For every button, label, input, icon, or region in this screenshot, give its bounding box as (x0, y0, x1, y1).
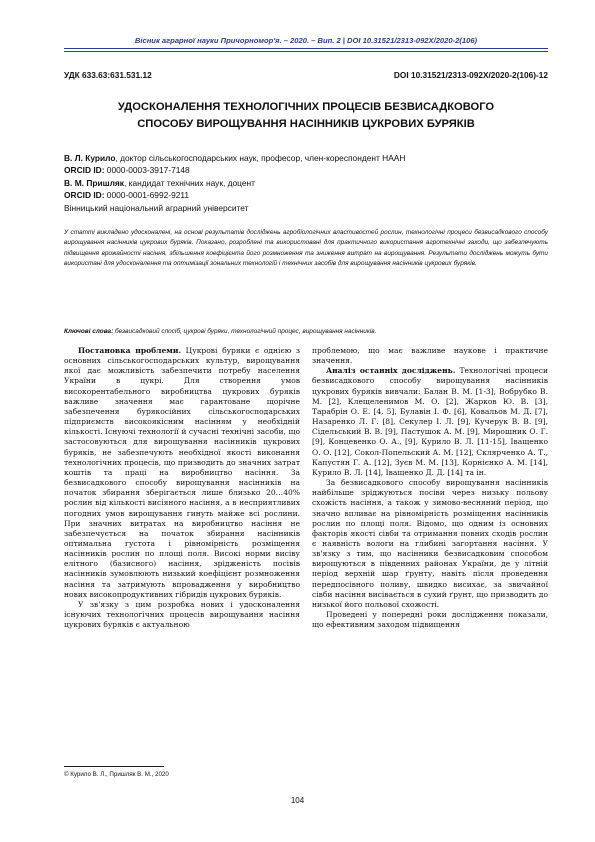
paragraph-problem-text: Цукрові буряки є однією з основних сільськогосподарських культур, вирощування якої дає можливість забезпечити потребу населення України в цукрі. Для створення умов високорентабельного виробництва цукрових буряків важливе значення має гарантоване щорічне забезпечення бурякосійних сільськогосподарських підприємств високоякісним насінням у необхідній кількості. Існуючі технології й сучасні технічні засоби, що застосовуються для вирощування насінників цукрових буряків, не забезпечують необхідної якості виконання технологічних процесів, що призводить до значних затрат коштів та праці на виробництво насіння. За безвисадкового способу вирощування насінників на початок збирання зберігається лише близько 20…40% рослин від кількості висіяного насіння, а в несприятливих погодних умов вирощування гинуть майже всі рослини. При значних витратах на виробництво насіння не забезпечується на початок збирання насінників оптимальна густота і рівномірність розміщення насінників рослин по площі поля. Високі норми висіву елітного (базисного) насіння, зрідженість посівів насінників зумовлюють низький коефіцієнт розмноження насіння та затримують впровадження у виробництво нових високопродуктивних гібридів цукрових буряків. (64, 346, 300, 599)
body-column-left (64, 346, 300, 630)
author-1-name: В. Л. Курило (64, 153, 116, 163)
author-2-orcid (64, 189, 548, 201)
identifier-row (64, 70, 548, 80)
paragraph-problem (64, 346, 300, 600)
copyright-footnote: © Курило В. Л., Пришляк В. М., 2020 (64, 771, 169, 778)
author-1-desc: , доктор сільськогосподарських наук, професор, член-кореспондент НААН (115, 153, 406, 163)
orcid-label-1: ORCID ID: (64, 165, 105, 176)
author-2-desc: , кандидат технічних наук, доцент (124, 177, 256, 188)
affiliation: Вінницький національний аграрний університет (64, 202, 249, 213)
page-number: 104 (290, 796, 305, 805)
running-head: Вісник аграрної науки Причорномор'я. – 2020. – Вип. 2 | DOI 10.31521/2313-092X/2020-2(106) (134, 36, 478, 45)
header-rule (64, 48, 548, 49)
keywords (64, 327, 548, 337)
udc-code: УДК 633.63:631.531.12 (64, 70, 152, 80)
author-2-name: В. М. Пришляк (64, 177, 124, 188)
paragraph-relevance: У зв'язку з цим розробка нових і удосконалення існуючих технологічних процесів вирощування насіння цукрових буряків є актуальною (64, 599, 300, 630)
section-lead-analysis: Аналіз останніх досліджень. (326, 366, 456, 376)
keywords-text: безвисадковий спосіб, цукрові буряки, технологічний процес, вирощування насінників. (113, 328, 377, 335)
orcid-value-1: 0000-0003-3917-7148 (104, 165, 190, 176)
abstract: У статті викладено удосконалені, на основі результатів досліджень агробіологічних властивостей рослин, технологічні процеси безвисадкового способу вирощування насінників цукрових буряків. Показано, розроблені та використовані для практичного використання агротехнічні заходи, що забезпечують підвищення врожайності насіння, збільшення коефіцієнта його розмноження та зниження витрат на вирощування. Результати досліджень можуть бути використані для удосконалення та оптимізації зональних технологій і технічних засобів для вирощування насінників цукрових буряків. (64, 229, 548, 267)
paragraph-seeding: За безвисадкового способу вирощування насінників найбільше зріджуються посіви через низьку польову схожість насіння, а також у зимово-весняний період, що значно впливає на рівномірність розміщення насінників рослин по площі поля. Відомо, що одним із основних факторів якості сівби та отримання повних сходів рослин є наявність вологи на глибині загортання насіння. У зв'язку з тим, що насінники безвисадковим способом вирощуються в південних районах України, де у літній період верхній шар ґрунту, навіть після проведення передпосівного поливу, швидко висихає, за звичайної сівби насіння висівається в сухий ґрунт, що призводить до низької його польової схожості. (312, 478, 548, 609)
author-1-orcid (64, 164, 548, 176)
author-block (64, 152, 548, 214)
header-rule-secondary (64, 51, 548, 52)
footnote-rule (64, 766, 164, 767)
orcid-label-2: ORCID ID: (64, 190, 105, 201)
paragraph-studies: Проведені у попередні роки дослідження показали, що ефективним заходом підвищення (312, 610, 548, 630)
author-1 (64, 152, 548, 164)
title-line-1: УДОСКОНАЛЕННЯ ТЕХНОЛОГІЧНИХ ПРОЦЕСІВ БЕЗВИСАДКОВОГО (117, 101, 495, 113)
keywords-label: Ключові слова: (64, 328, 114, 335)
paragraph-analysis-text: Технологічні процеси безвисадкового способу вирощування насінників цукрових буряків вивчали: Балан В. М. [1-3], Вобрубко В. М. [2], Клещеленимов М. О. [2], Жарков Ю. В. [3], Тарабрін О. Е. [4, 5], Булавін І. Ф. [6], Ковальов М. Д. [7], Назаренко Л. Г. [8], Секулер І. Л. [9], Кучерук В. В. [9], Сідельський В. В. [9], Пастушок А. М. [9], Мирошник О. Г. [9], Концевенко О. А., [9], Курило В. Л. [11-15], Іващенко О. О. [12], Сокол-Попельский А. М. [12], Склярченко А. Т., Капустян Г. А. [12], Зуєв М. М. [13], Корнієнко А. М. [14], Курило В. Л. [14], Іващенко Д. Д. [14] та ін. (312, 366, 548, 477)
title-line-2: СПОСОБУ ВИРОЩУВАННЯ НАСІННИКІВ ЦУКРОВИХ БУРЯКІВ (137, 118, 475, 130)
doi-code: DOI 10.31521/2313-092X/2020-2(106)-12 (393, 70, 548, 80)
body-column-right (312, 346, 548, 630)
paragraph-analysis (312, 366, 548, 478)
article-title (64, 99, 548, 133)
paragraph-relevance-continued: проблемою, що має важливе наукове і практичне значення. (312, 346, 548, 366)
author-2 (64, 177, 548, 189)
orcid-value-2: 0000-0001-6992-9211 (104, 190, 190, 201)
section-lead-problem: Постановка проблеми. (78, 346, 182, 355)
